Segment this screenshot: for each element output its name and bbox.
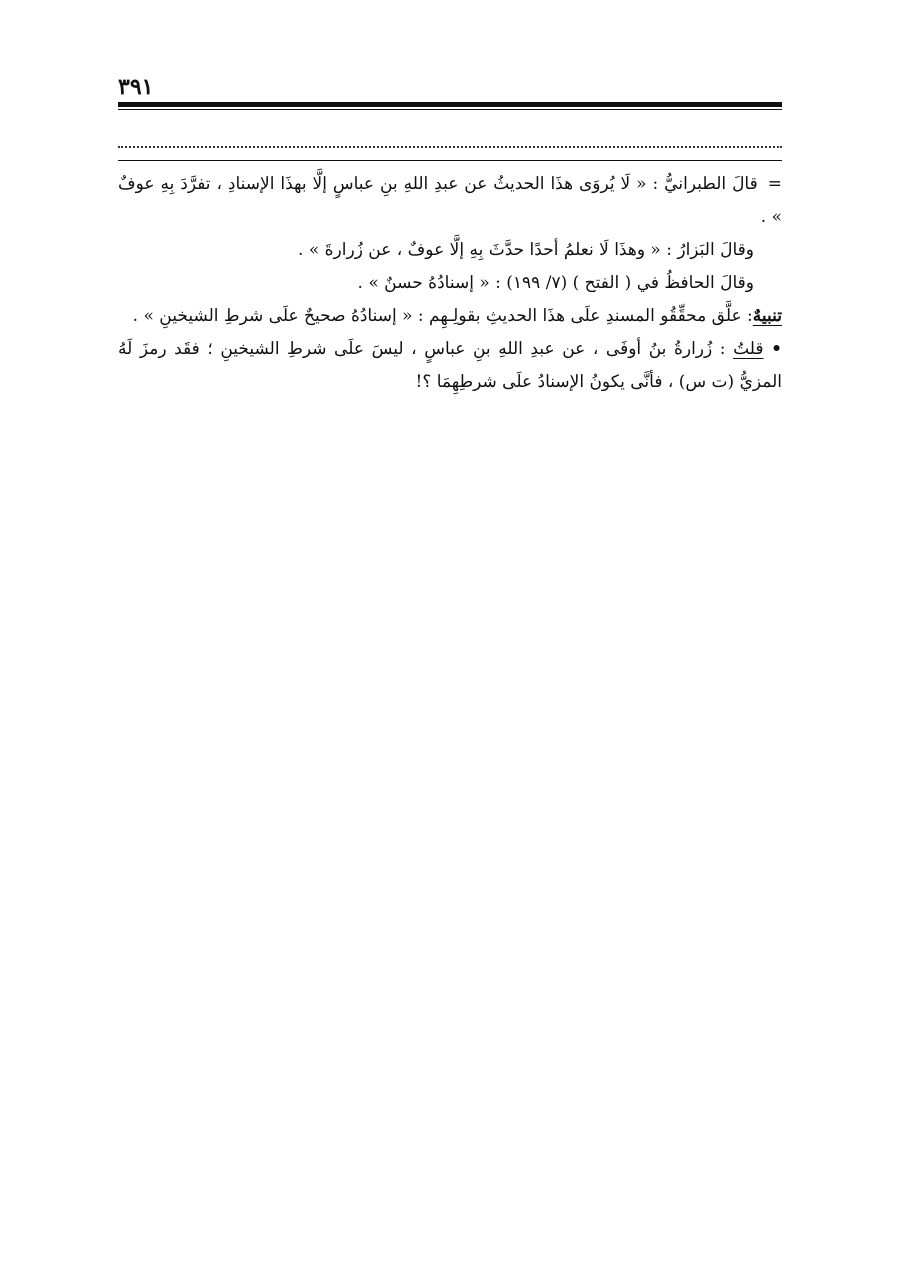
- footnote-paragraph-comment: [118, 333, 782, 399]
- dotted-separator: [118, 146, 782, 148]
- footnote-paragraph-tabarani: [118, 168, 782, 234]
- note-text: : علَّق محقِّقُو المسندِ علَى هذَا الحديثِ بقولِـهِم : « إسنادُهُ صحيحٌ علَى شرطِ الشيخينِ » .: [132, 306, 753, 326]
- footnote-rule: [118, 160, 782, 161]
- continuation-mark: =: [767, 174, 782, 194]
- header-rule-thick: [118, 102, 782, 107]
- bullet-icon: •: [771, 339, 782, 359]
- comment-label: قلتُ: [733, 339, 764, 359]
- comment-text: : زُرارةُ بنُ أوفَى ، عن عبدِ اللهِ بنِ عباسٍ ، ليسَ علَى شرطِ الشيخينِ ؛ فقَد رمزَ لَهُ المزيُّ (ت س) ، فأنَّى يكونُ الإسنادُ علَى شرطِهِمَا ؟!: [118, 339, 782, 392]
- footnote-paragraph-hafiz: وقالَ الحافظُ في ( الفتح ) (٧/ ١٩٩) : « إسنادُهُ حسنٌ » .: [357, 273, 754, 293]
- footnote-paragraph-bazzar: وقالَ البَزارُ : « وهذَا لَا نعلمُ أحدًا حدَّثَ بِهِ إلَّا عوفٌ ، عن زُرارةَ » .: [298, 240, 754, 260]
- header-rule-thin: [118, 109, 782, 110]
- footnote-text-tabarani: قالَ الطبرانيُّ : « لَا يُروَى هذَا الحديثُ عن عبدِ اللهِ بنِ عباسٍ إلَّا بهذَا الإسنادِ ، تفرَّدَ بِهِ عوفٌ » .: [118, 174, 782, 227]
- note-label: تنبيهٌ: [752, 306, 782, 326]
- page-number: ٣٩١: [118, 74, 154, 100]
- footnote-block: [118, 168, 782, 399]
- footnote-paragraph-note: [118, 300, 782, 333]
